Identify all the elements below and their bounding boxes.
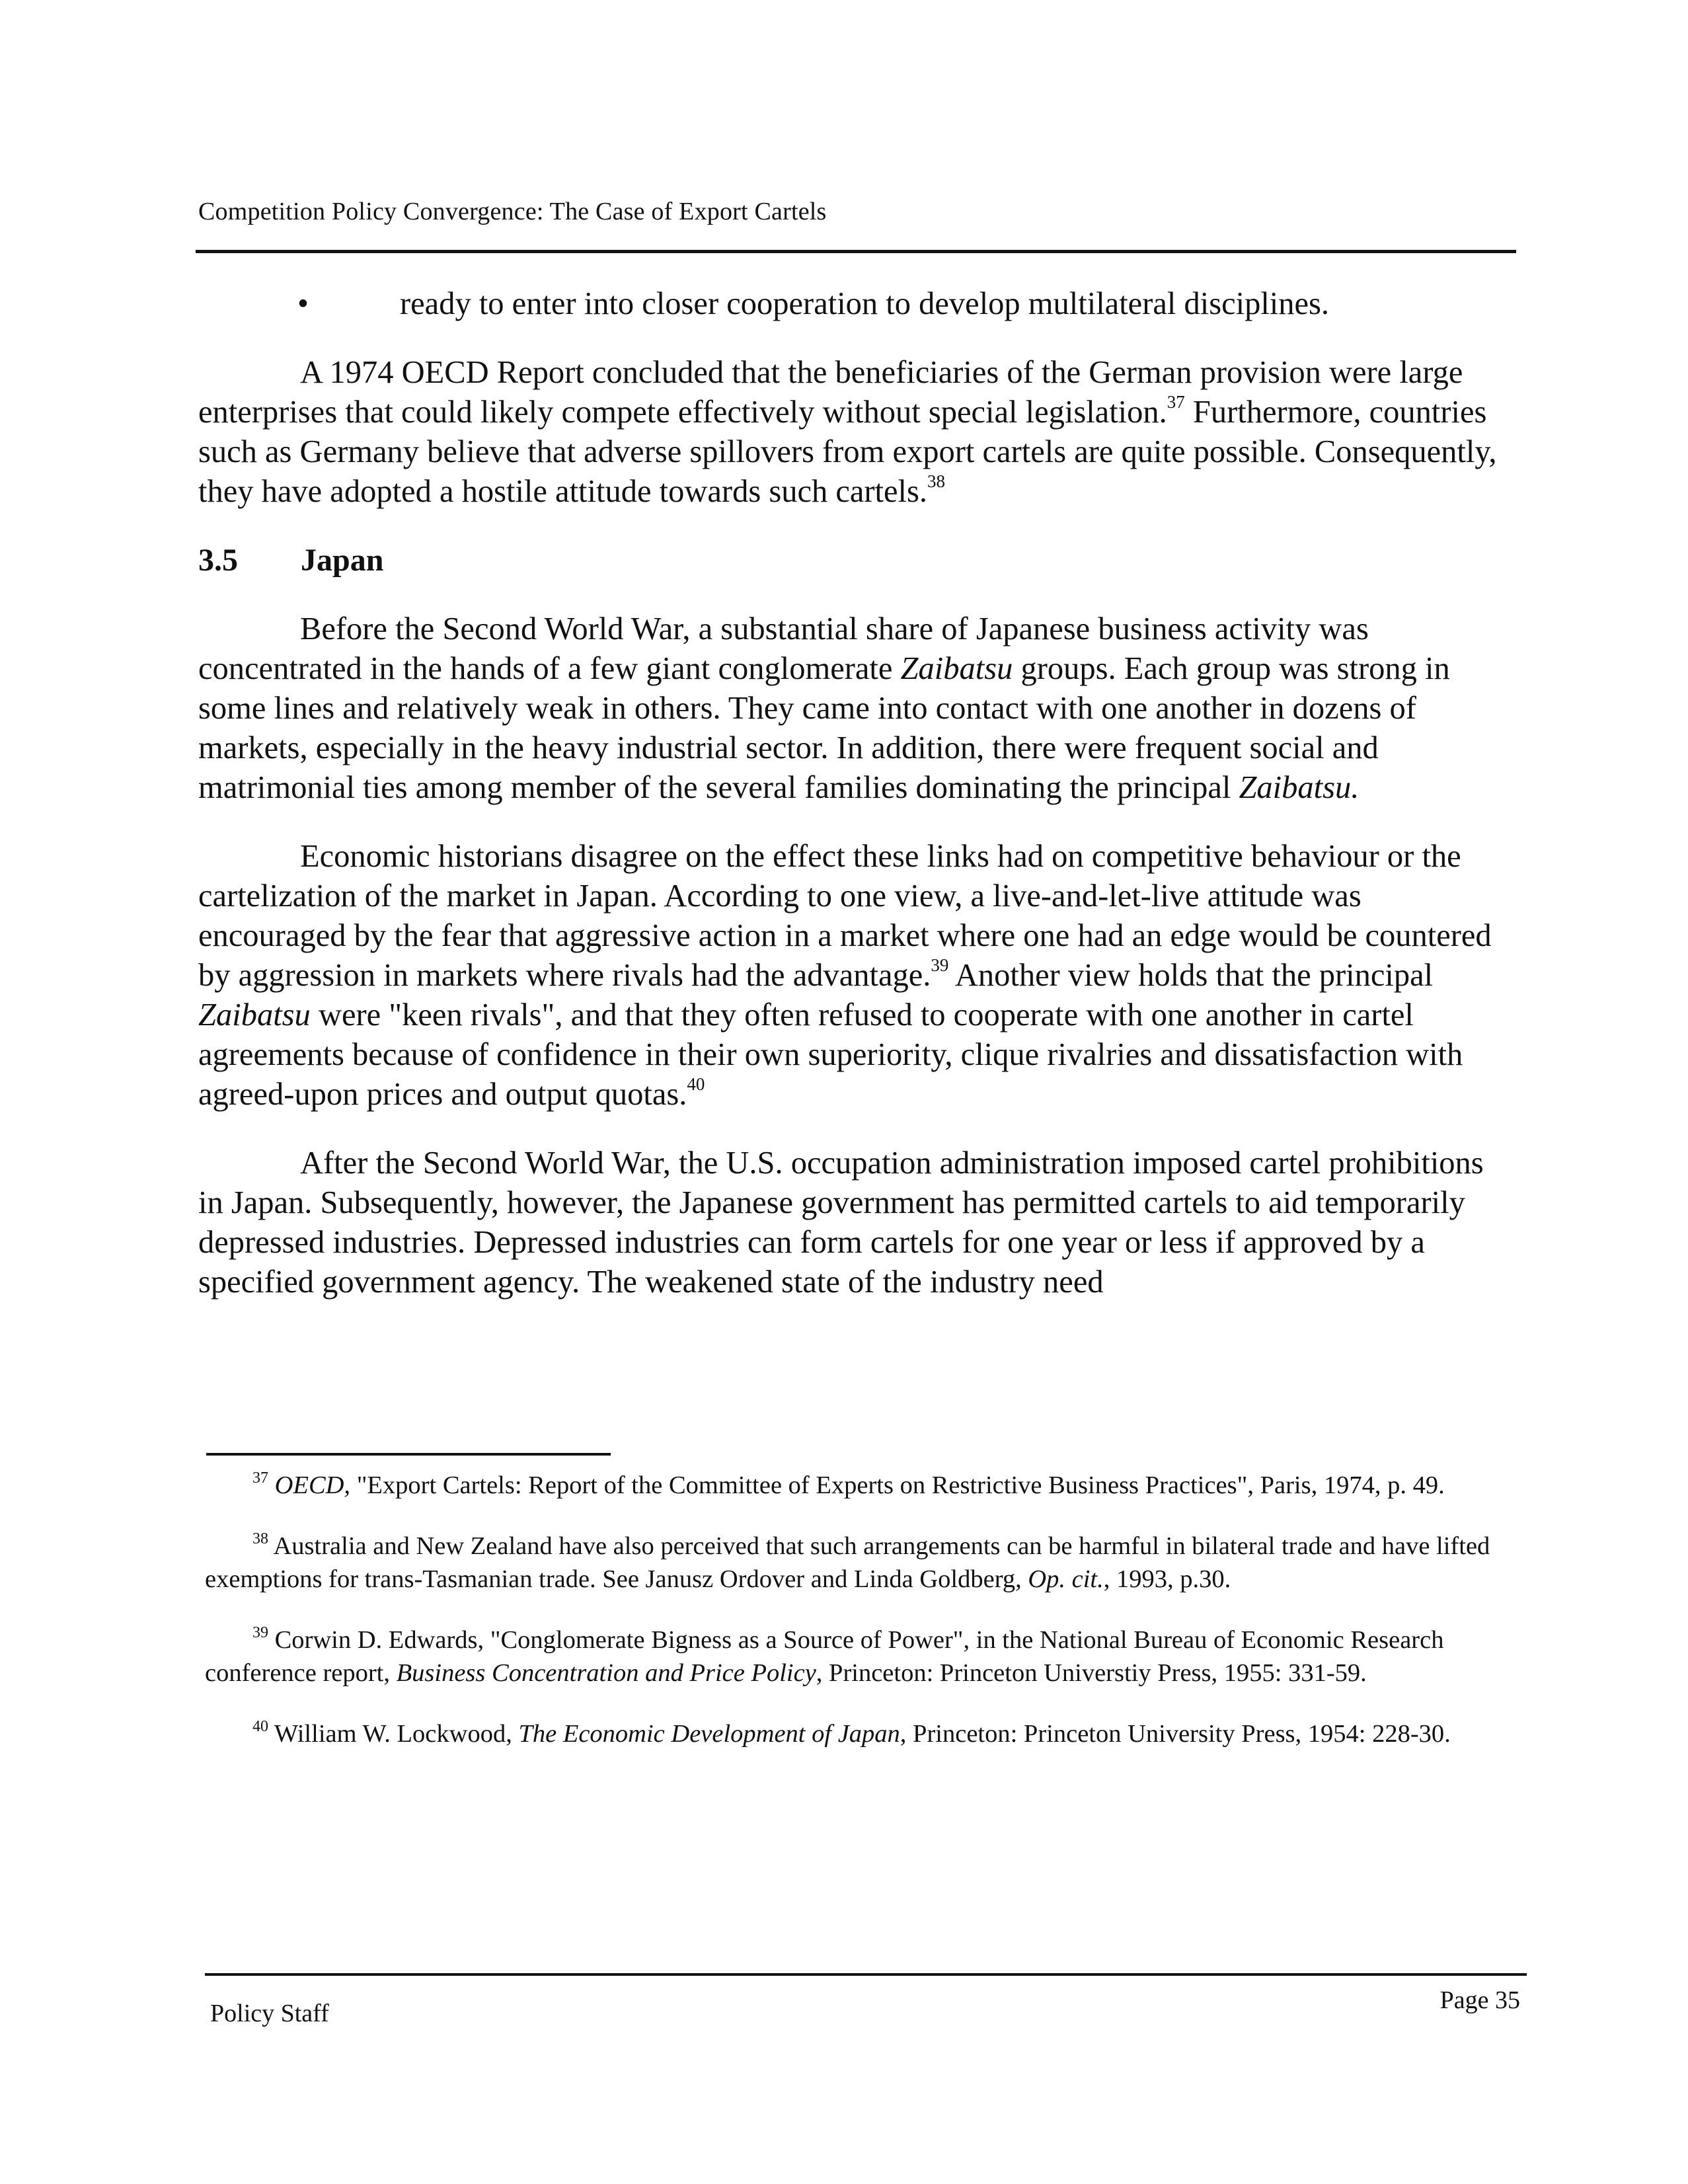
- italic-term: Op. cit.: [1028, 1565, 1104, 1593]
- paragraph-text: groups. Each group was strong in some lines and relatively weak in others. They came into contact with one another in dozens of markets, especially in the heavy industrial sector. In addition, there were frequent social and matrimonial ties among member of the several families dominating the principal: [198, 651, 1450, 805]
- section-number: 3.5: [198, 543, 238, 578]
- footnote-text: , Princeton: Princeton University Press, 1954: 228-30.: [900, 1720, 1451, 1748]
- section-title: Japan: [301, 543, 384, 578]
- bullet-item: [198, 284, 1514, 324]
- bullet-text: ready to enter into closer cooperation to develop multilateral disciplines.: [400, 286, 1330, 321]
- page-number: Page 35: [1439, 1986, 1520, 2014]
- paragraph-text: were "keen rivals", and that they often refused to cooperate with one another in cartel agreements because of confidence in their own superiority, clique rivalries and dissatisfaction with agreed-upon prices and output quotas.: [198, 997, 1463, 1112]
- running-header: Competition Policy Convergence: The Case of Export Cartels: [198, 198, 827, 225]
- footnote-ref-40: 40: [687, 1074, 705, 1094]
- footnote-37: [205, 1469, 1517, 1502]
- footnote-ref-38: 38: [927, 471, 946, 491]
- footnote-text: Australia and New Zealand have also perceived that such arrangements can be harmful in bilateral trade and have lifted exemptions for trans-Tasmanian trade. See Janusz Ordover and Linda Goldberg,: [205, 1532, 1490, 1593]
- paragraph-text: Before the Second World War, a substantial share of Japanese business activity was concentrated in the hands of a few giant conglomerate: [198, 611, 1369, 686]
- paragraph-text: Another view holds that the principal: [948, 958, 1434, 993]
- footnote-38: [205, 1530, 1517, 1596]
- footnote-number: 40: [252, 1718, 268, 1735]
- paragraph-economic-historians: [198, 837, 1514, 1114]
- bullet-marker: •: [297, 286, 309, 321]
- italic-term: OECD,: [274, 1471, 351, 1499]
- footnote-text: Corwin D. Edwards, "Conglomerate Bigness as a Source of Power", in the National Bureau of Economic Research conference report,: [205, 1626, 1444, 1687]
- paragraph-text: Furthermore, countries such as Germany believe that adverse spillovers from export cartels are quite possible. Consequently, they have adopted a hostile attitude towards such cartels.: [198, 395, 1497, 509]
- footnote-text: "Export Cartels: Report of the Committee of Experts on Restrictive Business Practices", Paris, 1974, p. 49.: [350, 1471, 1445, 1499]
- section-heading: [198, 541, 1514, 580]
- italic-title: The Economic Development of Japan: [518, 1720, 900, 1748]
- footnote-separator: [206, 1453, 611, 1456]
- header-rule: [196, 250, 1516, 253]
- paragraph-oecd-report: [198, 353, 1514, 512]
- italic-term: Zaibatsu.: [1239, 770, 1360, 805]
- footnote-number: 38: [252, 1530, 268, 1547]
- footnote-text: William W. Lockwood,: [268, 1720, 519, 1748]
- italic-term: Zaibatsu: [900, 651, 1013, 686]
- footnote-text: , 1993, p.30.: [1103, 1565, 1231, 1593]
- paragraph-postwar: After the Second World War, the U.S. occupation administration imposed cartel prohibitions in Japan. Subsequently, however, the Japanese government has permitted cartels to aid temporarily depressed industries. Depressed industries can form cartels for one year or less if approved by a specified government agency. The weakened state of the industry need: [198, 1146, 1484, 1300]
- footnotes: [205, 1469, 1517, 1778]
- paragraph-zaibatsu-history: [198, 609, 1514, 808]
- footnote-text: , Princeton: Princeton Universtiy Press, 1955: 331-59.: [816, 1659, 1367, 1687]
- footer-rule: [205, 1973, 1527, 1976]
- footnote-ref-37: 37: [1167, 392, 1185, 412]
- paragraph-text: A 1974 OECD Report concluded that the beneficiaries of the German provision were large enterprises that could likely compete effectively without special legislation.: [198, 355, 1463, 430]
- body-text: [198, 284, 1514, 1331]
- italic-term: Zaibatsu: [198, 997, 311, 1033]
- footnote-39: [205, 1623, 1517, 1690]
- footer-left: Policy Staff: [210, 2000, 329, 2027]
- footnote-number: 39: [252, 1624, 268, 1641]
- footnote-40: [205, 1717, 1517, 1750]
- footnote-number: 37: [252, 1469, 268, 1487]
- footnote-ref-39: 39: [931, 955, 949, 975]
- italic-title: Business Concentration and Price Policy: [396, 1659, 816, 1687]
- paragraph-text: Economic historians disagree on the effect these links had on competitive behaviour or the cartelization of the market in Japan. According to one view, a live-and-let-live attitude was encouraged by the fear that aggressive action in a market where one had an edge would be countered by aggression in markets where rivals had the advantage.: [198, 839, 1492, 993]
